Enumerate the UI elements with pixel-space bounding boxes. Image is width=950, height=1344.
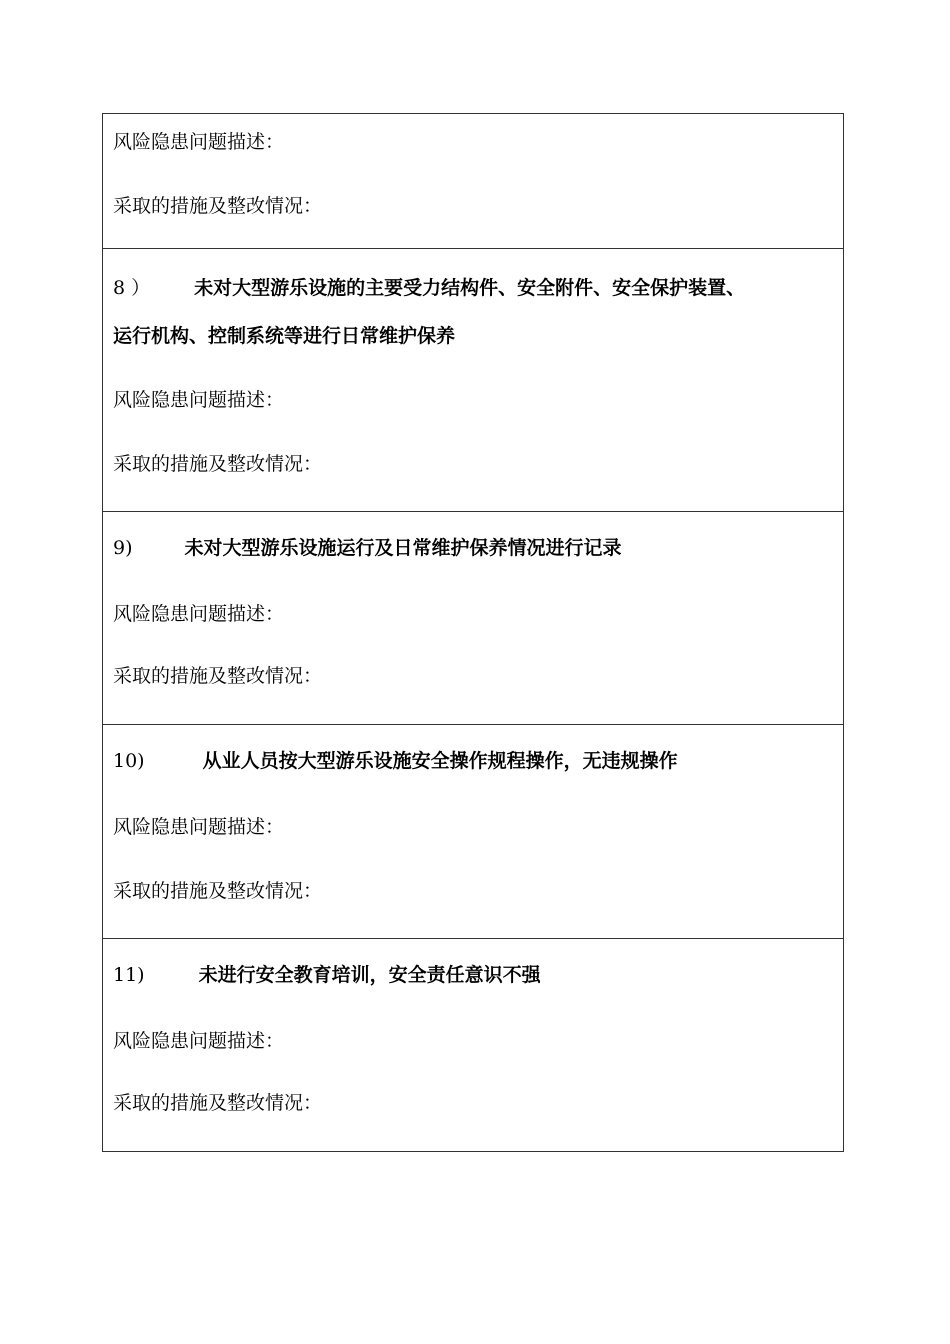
item-heading — [113, 747, 833, 775]
item-number: 9) — [113, 537, 133, 559]
measures-label: 采取的措施及整改情况： — [113, 195, 323, 217]
table-cell — [103, 249, 844, 512]
inspection-form-table — [102, 113, 844, 1152]
table-cell — [103, 114, 844, 249]
table-cell — [103, 512, 844, 725]
item-number: 11) — [113, 964, 145, 986]
description-label: 风险隐患问题描述： — [113, 1030, 285, 1052]
item-title-line: 未对大型游乐设施运行及日常维护保养情况进行记录 — [184, 537, 622, 559]
item-heading — [113, 534, 833, 562]
table-row — [103, 725, 844, 939]
description-label: 风险隐患问题描述： — [113, 131, 285, 153]
table-row — [103, 114, 844, 249]
table-cell — [103, 725, 844, 939]
measures-label: 采取的措施及整改情况： — [113, 1092, 323, 1114]
item-heading — [113, 961, 833, 989]
table-row — [103, 249, 844, 512]
description-label: 风险隐患问题描述： — [113, 389, 285, 411]
measures-label: 采取的措施及整改情况： — [113, 880, 323, 902]
item-title-line: 从业人员按大型游乐设施安全操作规程操作，无违规操作 — [202, 750, 678, 772]
item-number: 10) — [113, 750, 145, 772]
measures-label: 采取的措施及整改情况： — [113, 453, 323, 475]
description-label: 风险隐患问题描述： — [113, 816, 285, 838]
measures-label: 采取的措施及整改情况： — [113, 665, 323, 687]
item-title-line: 运行机构、控制系统等进行日常维护保养 — [113, 325, 456, 347]
item-number: 8 ） — [113, 277, 151, 299]
table-row — [103, 939, 844, 1152]
table-cell — [103, 939, 844, 1152]
table-row — [103, 512, 844, 725]
description-label: 风险隐患问题描述： — [113, 603, 285, 625]
item-heading — [113, 274, 833, 302]
item-title-line: 未对大型游乐设施的主要受力结构件、安全附件、安全保护装置、 — [194, 277, 746, 299]
item-title-line: 未进行安全教育培训，安全责任意识不强 — [198, 964, 541, 986]
